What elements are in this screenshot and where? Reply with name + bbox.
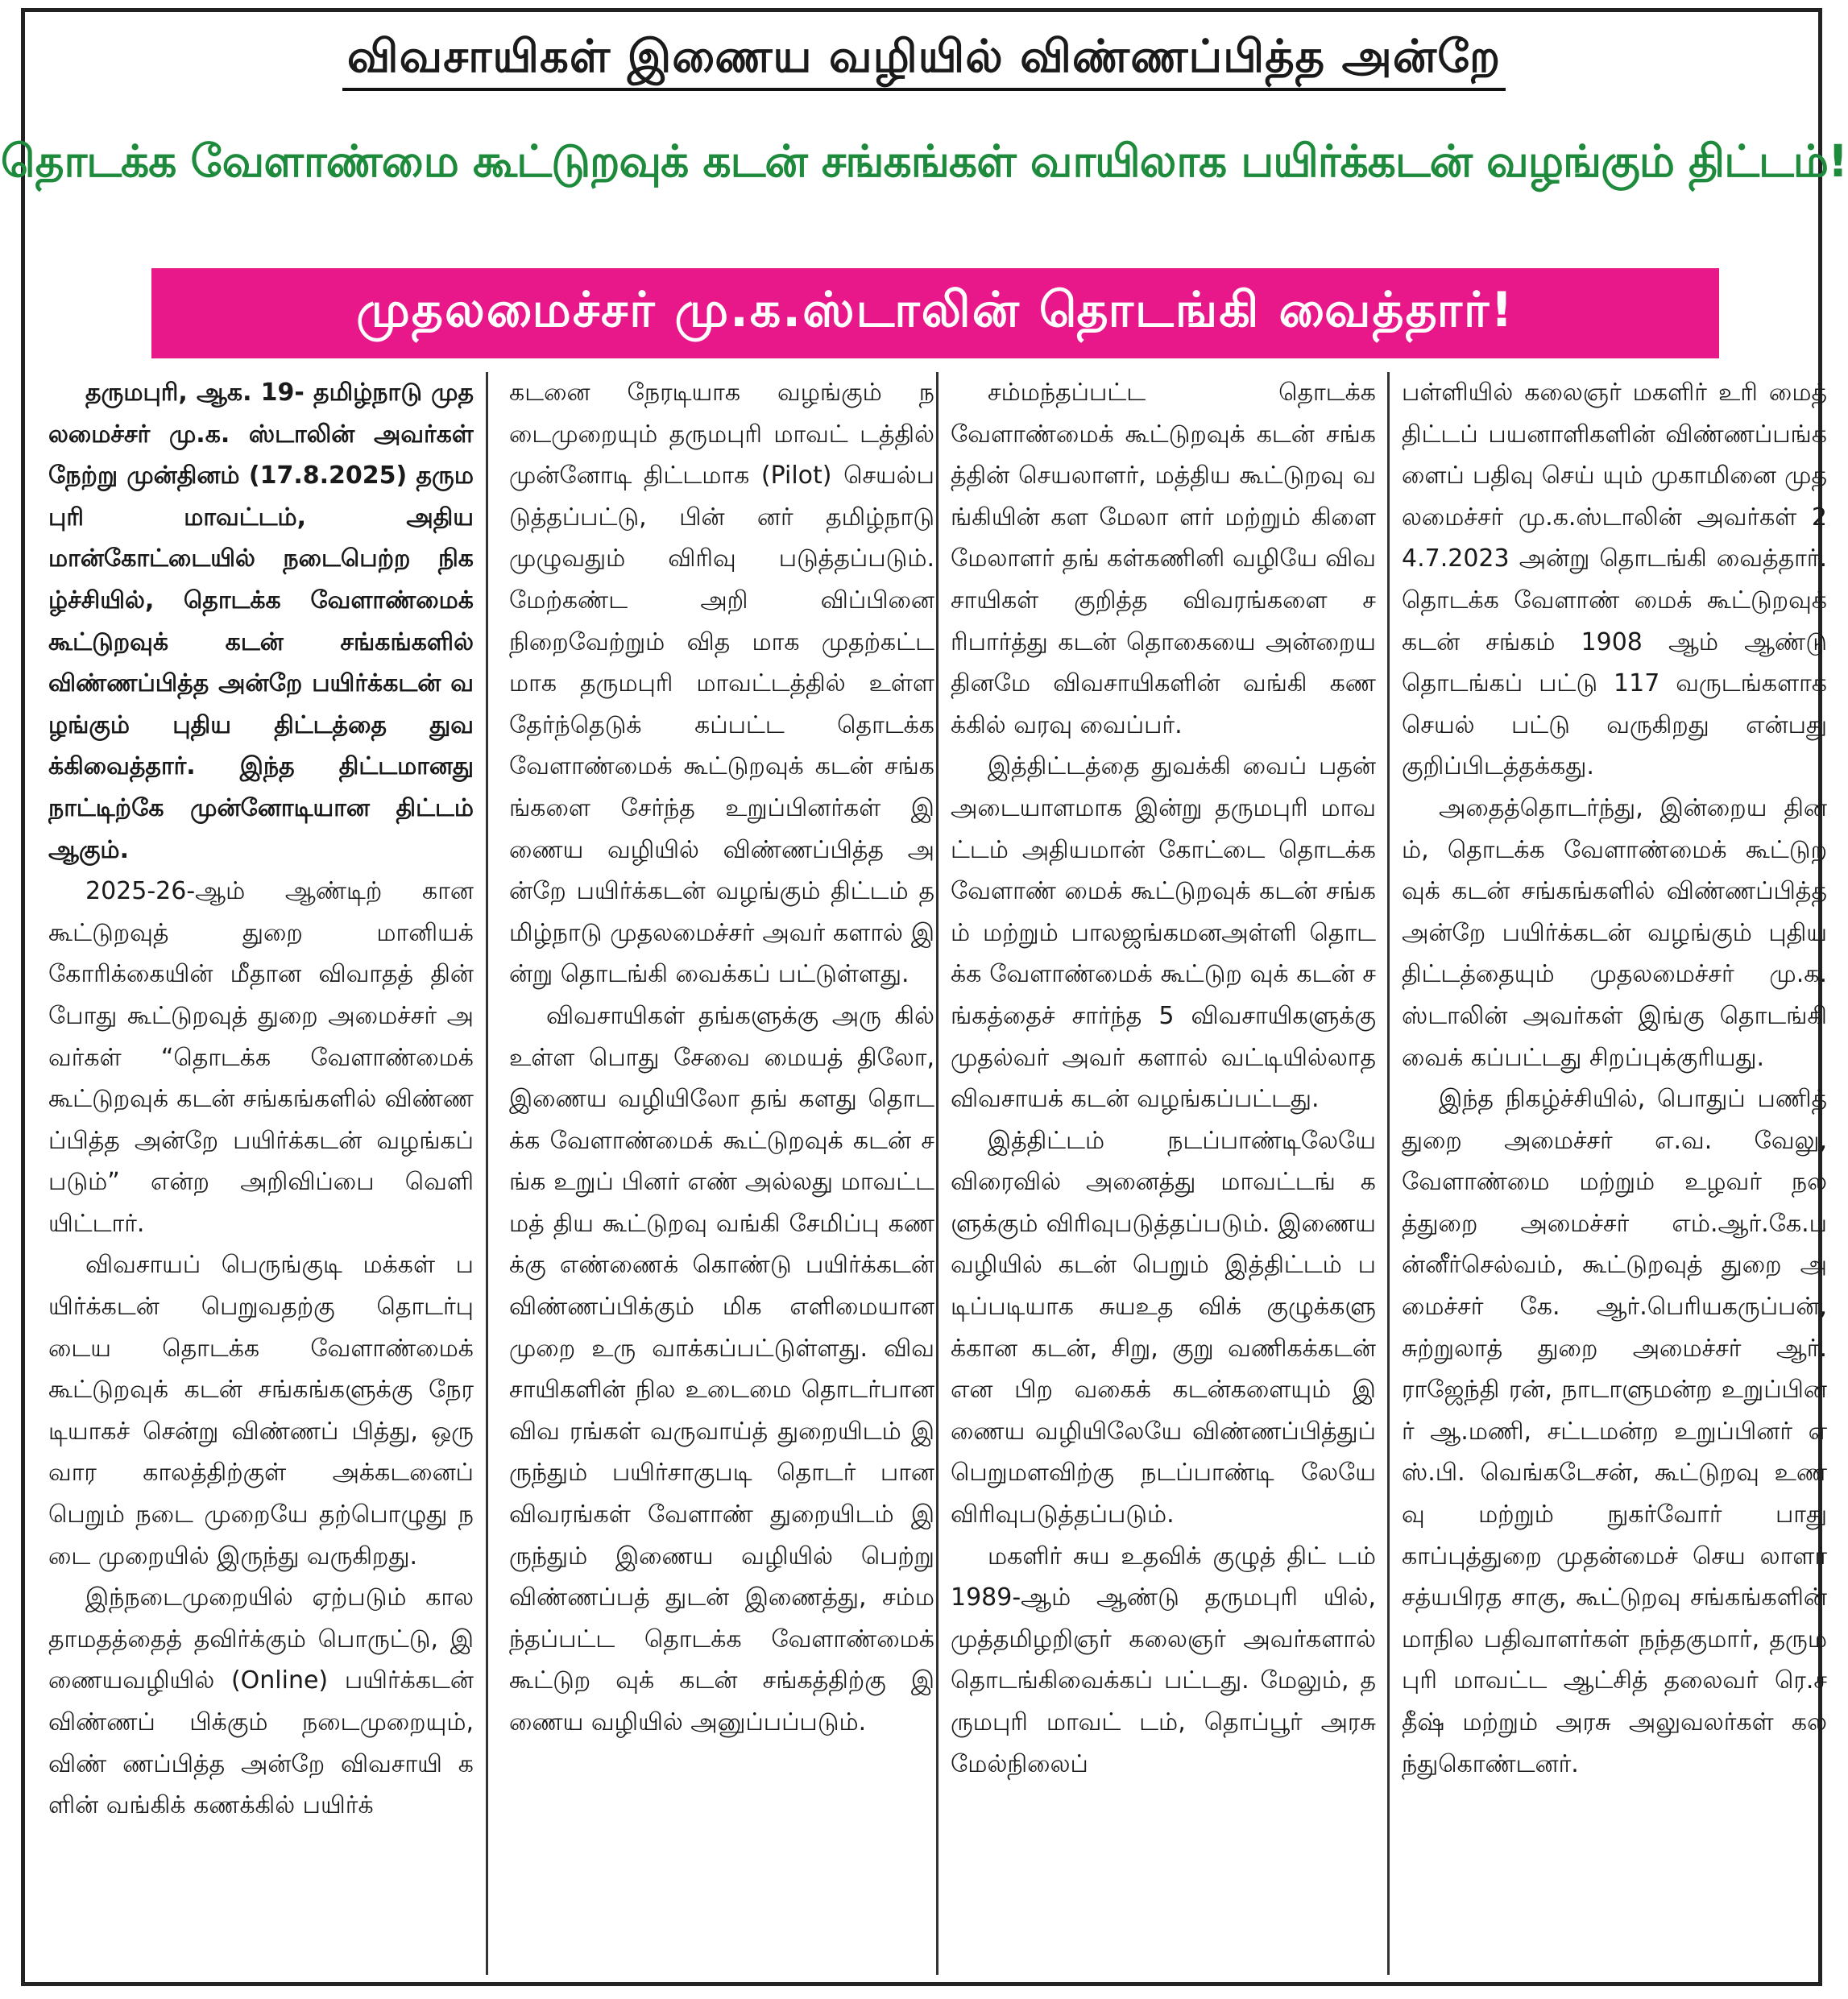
column-4 — [1402, 372, 1827, 1975]
paragraph: இந்நடைமுறையில் ஏற்படும் காலதாமதத்தைத் தவிர்க்கும் பொருட்டு, இணையவழியில் (Online) பயிர்க்கடன் விண்ணப் பிக்கும் நடைமுறையும், விண் ணப்பித்த அன்றே விவசாயி களின் வங்கிக் கணக்கில் பயிர்க் — [48, 1583, 474, 1820]
paragraph: பள்ளியில் கலைஞர் மகளிர் உரி மைத் திட்டப் பயனாளிகளின் விண்ணப்பங்களைப் பதிவு செய் யும் முகாமினை முதலமைச்சர் மு.க.ஸ்டாலின் அவர்கள் 24.7.2023 அன்று தொடங்கி வைத்தார். தொடக்க வேளாண் மைக் கூட்டுறவுக் கடன் சங்கம் 1908 ஆம் ஆண்டு தொடங்கப் பட்டு 117 வருடங்களாக செயல் பட்டு வருகிறது என்பது குறிப்பிடத்தக்கது. — [1402, 379, 1827, 781]
paragraph: விவசாயிகள் தங்களுக்கு அரு கில் உள்ள பொது சேவை மையத் திலோ, இணைய வழியிலோ தங் களது தொடக்க வேளாண்மைக் கூட்டுறவுக் கடன் சங்க உறுப் பினர் எண் அல்லது மாவட்ட மத் திய கூட்டுறவு வங்கி சேமிப்பு கணக்கு எண்ணைக் கொண்டு பயிர்க்கடன் விண்ணப்பிக்கும் மிக எளிமையான முறை உரு வாக்கப்பட்டுள்ளது. விவசாயிகளின் நில உடைமை தொடர்பான விவ ரங்கள் வருவாய்த் துறையிடம் இருந்தும் பயிர்சாகுபடி தொடர் பான விவரங்கள் வேளாண் துறையிடம் இருந்தும் இணைய வழியில் பெற்று விண்ணப்பத் துடன் இணைத்து, சம்மந்தப்பட்ட தொடக்க வேளாண்மைக் கூட்டுற வுக் கடன் சங்கத்திற்கு இணைய வழியில் அனுப்பப்படும். — [509, 1001, 934, 1736]
paragraph: இத்திட்டத்தை துவக்கி வைப் பதன் அடையாளமாக இன்று தருமபுரி மாவட்டம் அதியமான் கோட்டை தொடக்க வேளாண் மைக் கூட்டுறவுக் கடன் சங்கம் மற்றும் பாலஜங்கமனஅள்ளி தொடக்க வேளாண்மைக் கூட்டுற வுக் கடன் சங்கத்தைச் சார்ந்த 5 விவசாயிகளுக்கு முதல்வர் அவர் களால் வட்டியில்லாத விவசாயக் கடன் வழங்கப்பட்டது. — [951, 752, 1376, 1114]
paragraph: கடனை நேரடியாக வழங்கும் நடைமுறையும் தருமபுரி மாவட் டத்தில் முன்னோடி திட்டமாக (Pilot) செயல்படுத்தப்பட்டு, பின் னர் தமிழ்நாடு முழுவதும் விரிவு படுத்தப்படும். மேற்கண்ட அறி விப்பினை நிறைவேற்றும் வித மாக முதற்கட்டமாக தருமபுரி மாவட்டத்தில் உள்ள தேர்ந்தெடுக் கப்பட்ட தொடக்க வேளாண்மைக் கூட்டுறவுக் கடன் சங்கங்களை சேர்ந்த உறுப்பினர்கள் இணைய வழியில் விண்ணப்பித்த அன்றே பயிர்க்கடன் வழங்கும் திட்டம் தமிழ்நாடு முதலமைச்சர் அவர் களால் இன்று தொடங்கி வைக்கப் பட்டுள்ளது. — [509, 379, 934, 989]
column-2 — [509, 372, 934, 1975]
paragraph: சம்மந்தப்பட்ட தொடக்க வேளாண்மைக் கூட்டுறவுக் கடன் சங்கத்தின் செயலாளர், மத்திய கூட்டுறவு வங்கியின் கள மேலா ளர் மற்றும் கிளை மேலாளர் தங் கள்கணினி வழியே விவசாயிகள் குறித்த விவரங்களை சரிபார்த்து கடன் தொகையை அன்றைய தினமே விவசாயிகளின் வங்கி கணக்கில் வரவு வைப்பர். — [951, 379, 1376, 739]
lead-paragraph: தருமபுரி, ஆக. 19- தமிழ்நாடு முதலமைச்சர் மு.க. ஸ்டாலின் அவர்கள் நேற்று முன்தினம் (17.8.2025) தருமபுரி மாவட்டம், அதியமான்கோட்டையில் நடைபெற்ற நிகழ்ச்சியில், தொடக்க வேளாண்மைக் கூட்டுறவுக் கடன் சங்கங்களில் விண்ணப்பித்த அன்றே பயிர்க்கடன் வழங்கும் புதிய திட்டத்தை துவக்கிவைத்தார். இந்த திட்டமானது நாட்டிற்கே முன்னோடியான திட்டம் ஆகும். — [48, 379, 474, 864]
column-1 — [48, 372, 474, 1975]
kicker-headline — [0, 31, 1848, 89]
paragraph: இத்திட்டம் நடப்பாண்டிலேயே விரைவில் அனைத்து மாவட்டங் களுக்கும் விரிவுபடுத்தப்படும். இணையவழியில் கடன் பெறும் இத்திட்டம் படிப்படியாக சுயஉத விக் குழுக்களு க்கான கடன், சிறு, குறு வணிகக்கடன் என பிற வகைக் கடன்களையும் இணைய வழியிலேயே விண்ணப்பித்துப் பெறுமளவிற்கு நடப்பாண்டி லேயே விரிவுபடுத்தப்படும். — [951, 1126, 1376, 1529]
kicker-text: விவசாயிகள் இணைய வழியில் விண்ணப்பித்த அன்றே — [342, 31, 1506, 91]
column-3 — [951, 372, 1376, 1975]
article-body — [48, 372, 1827, 1975]
paragraph: இந்த நிகழ்ச்சியில், பொதுப் பணித் துறை அமைச்சர் எ.வ. வேலு, வேளாண்மை மற்றும் உழவர் நலத்துறை அமைச்சர் எம்.ஆர்.கே.பன்னீர்செல்வம், கூட்டுறவுத் துறை அமைச்சர் கே. ஆர்.பெரியகருப்பன், சுற்றுலாத் துறை அமைச்சர் ஆர்.ராஜேந்தி ரன், நாடாளுமன்ற உறுப்பினர் ஆ.மணி, சட்டமன்ற உறுப்பினர் எஸ்.பி. வெங்கடேசன், கூட்டுறவு உணவு மற்றும் நுகர்வோர் பாது காப்புத்துறை முதன்மைச் செய லாளர் சத்யபிரத சாகு, கூட்டுறவு சங்கங்களின் மாநில பதிவாளர்கள் நந்தகுமார், தருமபுரி மாவட்ட ஆட்சித் தலைவர் ரெ.சதீஷ் மற்றும் அரசு அலுவலர்கள் கலந்துகொண்டனர். — [1402, 1085, 1827, 1778]
paragraph: அதைத்தொடர்ந்து, இன்றைய தினம், தொடக்க வேளாண்மைக் கூட்டுற வுக் கடன் சங்கங்களில் விண்ணப்பித்த அன்றே பயிர்க்கடன் வழங்கும் புதிய திட்டத்தையும் முதலமைச்சர் மு.க.ஸ்டாலின் அவர்கள் இங்கு தொடங்கி வைக் கப்பட்டது சிறப்புக்குரியது. — [1402, 793, 1827, 1072]
main-headline: தொடக்க வேளாண்மை கூட்டுறவுக் கடன் சங்கங்கள் வாயிலாக பயிர்க்கடன் வழங்கும் திட்டம்! — [0, 135, 1848, 187]
paragraph: மகளிர் சுய உதவிக் குழுத் திட் டம் 1989-ஆம் ஆண்டு தருமபுரி யில், முத்தமிழறிஞர் கலைஞர் அவர்களால் தொடங்கிவைக்கப் பட்டது. மேலும், தருமபுரி மாவட் டம், தொப்பூர் அரசு மேல்நிலைப் — [951, 1542, 1376, 1778]
subhead-banner: முதலமைச்சர் மு.க.ஸ்டாலின் தொடங்கி வைத்தார்! — [151, 268, 1719, 358]
paragraph: 2025-26-ஆம் ஆண்டிற் கான கூட்டுறவுத் துறை மானியக் கோரிக்கையின் மீதான விவாதத் தின் போது கூட்டுறவுத் துறை அமைச்சர் அவர்கள் “தொடக்க வேளாண்மைக் கூட்டுறவுக் கடன் சங்கங்களில் விண்ணப்பித்த அன்றே பயிர்க்கடன் வழங்கப் படும்” என்ற அறிவிப்பை வெளி யிட்டார். — [48, 877, 474, 1238]
paragraph: விவசாயப் பெருங்குடி மக்கள் பயிர்க்கடன் பெறுவதற்கு தொடர்பு டைய தொடக்க வேளாண்மைக் கூட்டுறவுக் கடன் சங்கங்களுக்கு நேரடியாகச் சென்று விண்ணப் பித்து, ஒரு வார காலத்திற்குள் அக்கடனைப் பெறும் நடை முறையே தற்பொழுது நடை முறையில் இருந்து வருகிறது. — [48, 1251, 474, 1571]
